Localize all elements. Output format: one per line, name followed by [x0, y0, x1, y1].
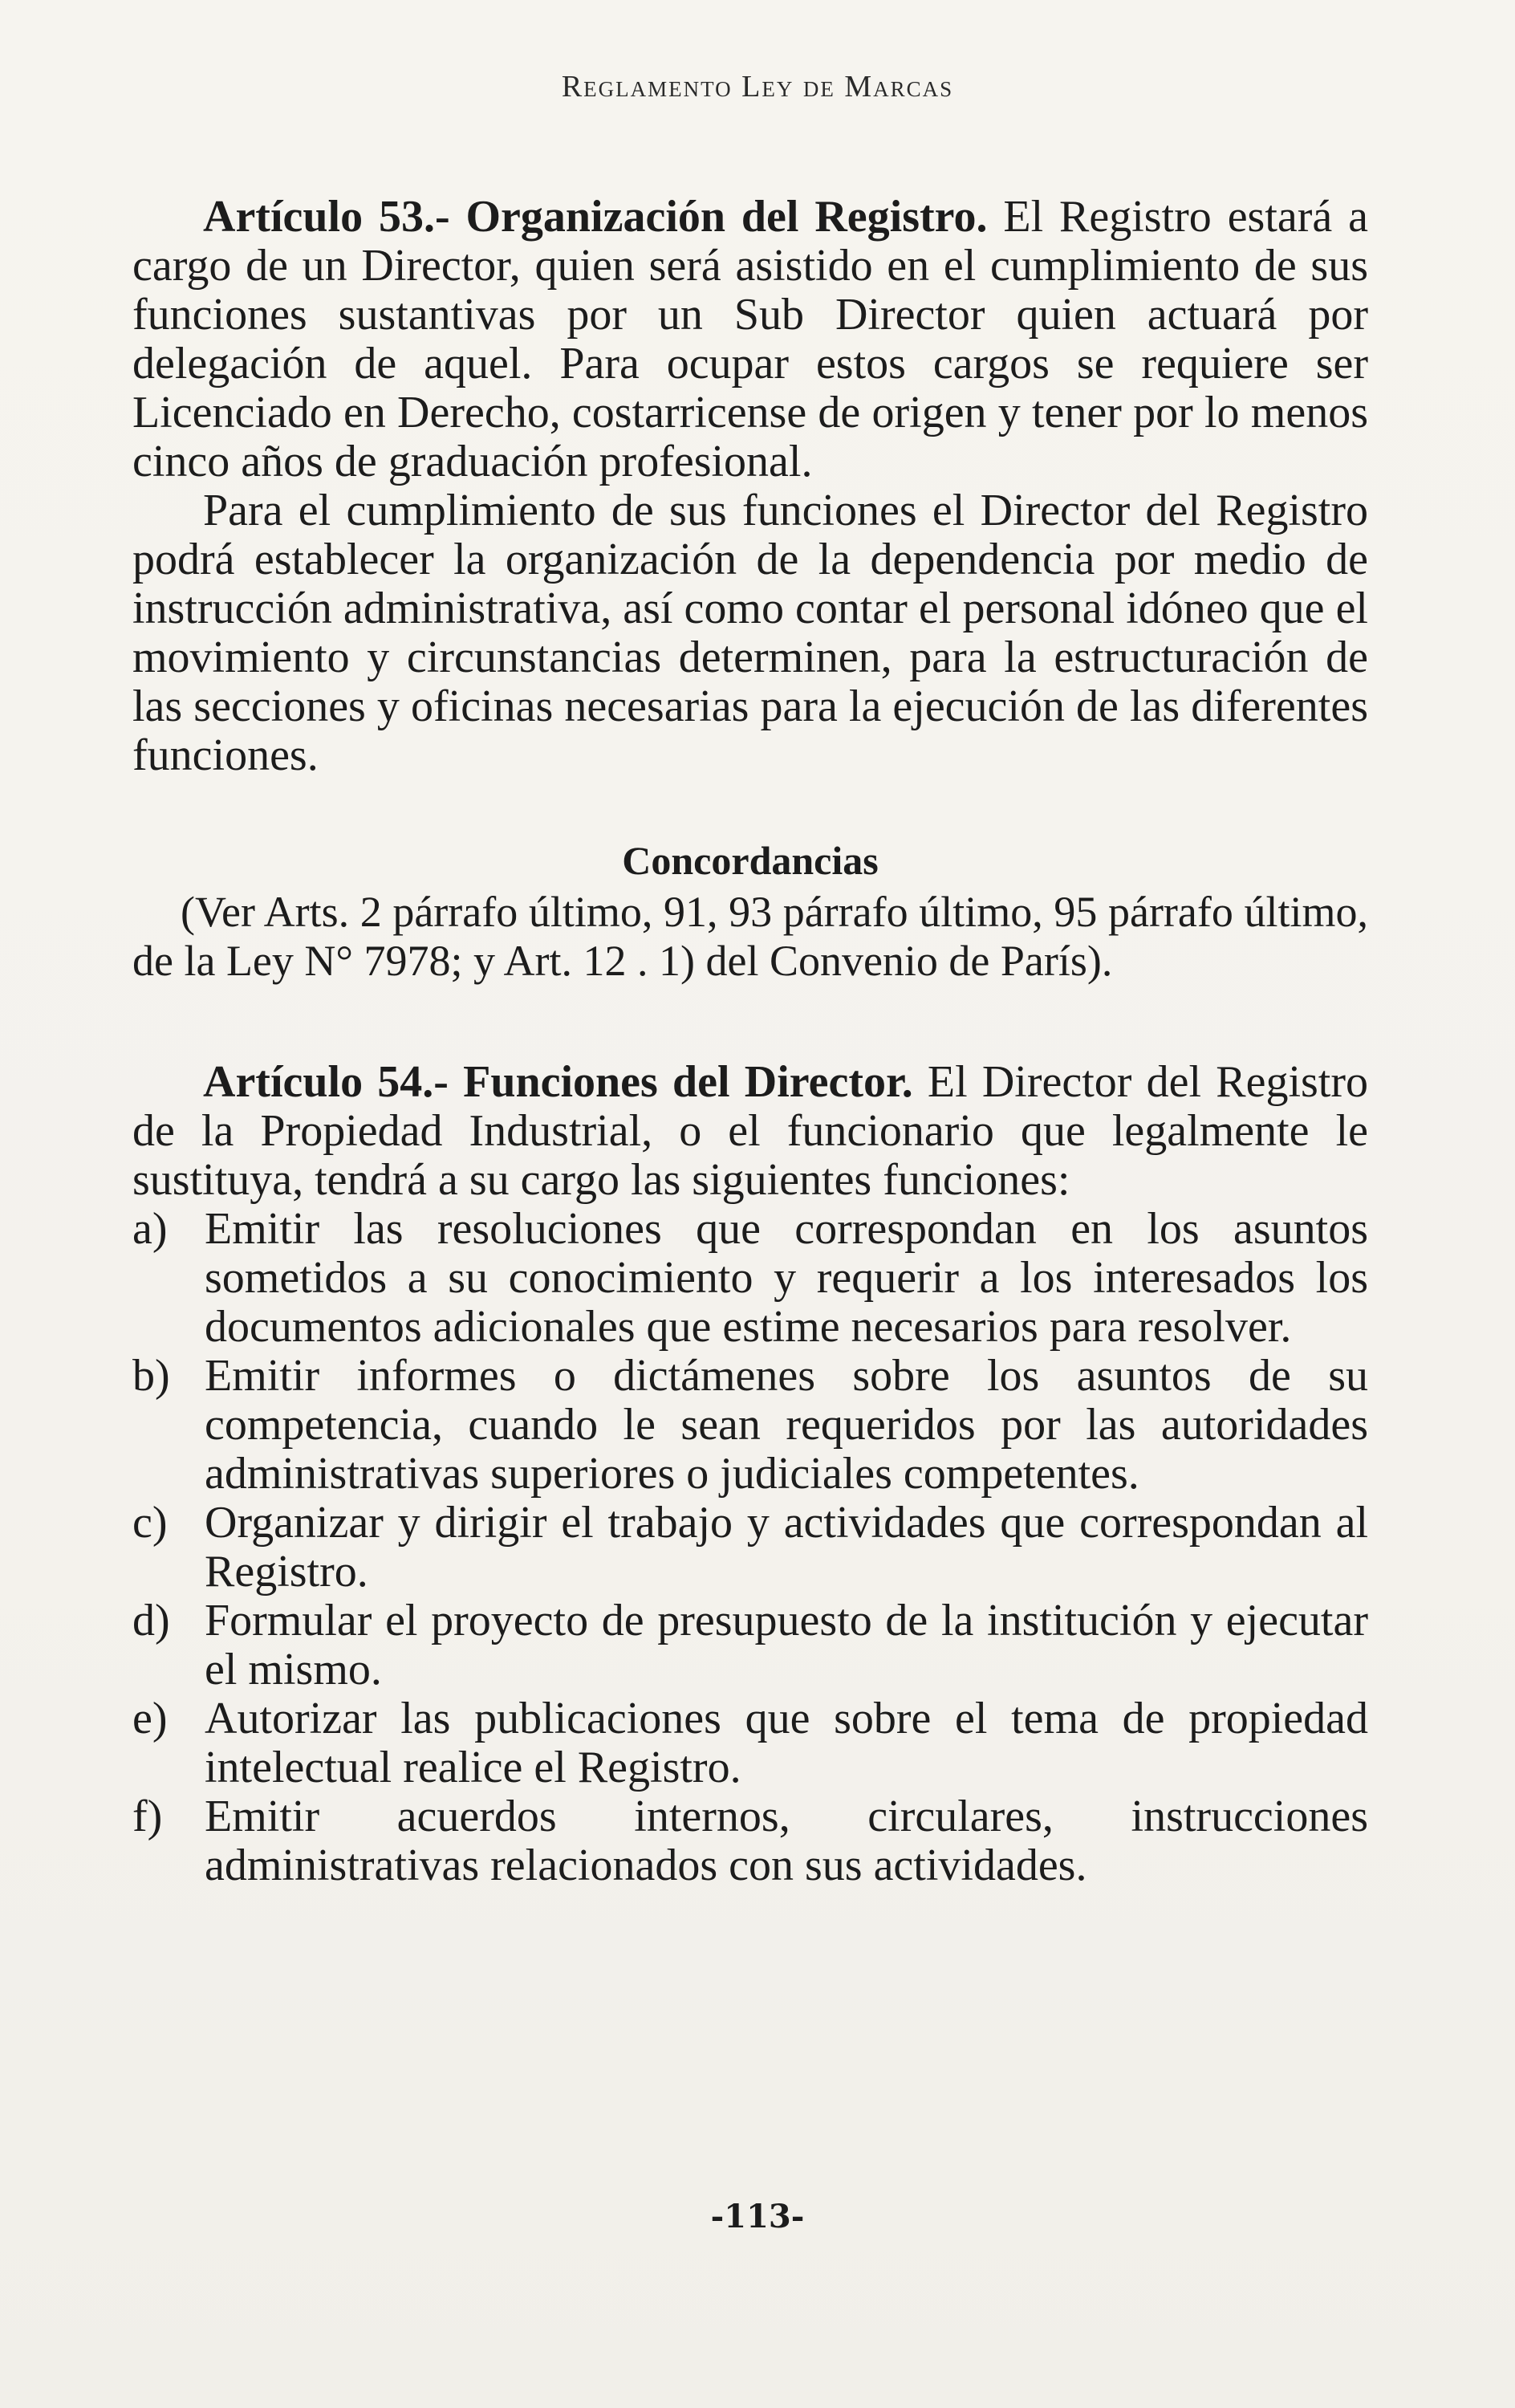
article-53-paragraph-1 — [132, 193, 1368, 486]
article-54-heading: Artículo 54.- Funciones del Director. — [203, 1057, 913, 1107]
article-53-text-1: El Registro estará a cargo de un Director, quien será asistido en el cumplimiento de sus funciones sustantivas por un Sub Director quien actuará por delegación de aquel. Para ocupar estos cargos se requiere ser Licenciado en Derecho, costarricense de origen y tener por lo menos cinco años de graduación profesional. — [132, 192, 1369, 486]
list-item — [132, 1352, 1368, 1499]
list-item-label: d) — [132, 1596, 170, 1645]
list-item-text: Formular el proyecto de presupuesto de la institución y ejecutar el mismo. — [205, 1596, 1368, 1694]
list-item — [132, 1694, 1368, 1792]
list-item-text: Emitir acuerdos internos, circulares, instrucciones administrativas relacionados con sus actividades. — [205, 1792, 1368, 1890]
director-functions-list — [132, 1205, 1368, 1890]
article-54-intro — [132, 1058, 1368, 1205]
running-head: Reglamento Ley de Marcas — [561, 70, 954, 104]
list-item-text: Emitir informes o dictámenes sobre los asuntos de su competencia, cuando le sean requeridos por las autoridades administrativas superiores o judiciales competentes. — [205, 1351, 1368, 1499]
list-item-label: c) — [132, 1498, 168, 1548]
list-item — [132, 1499, 1368, 1597]
page-body — [132, 193, 1368, 1890]
list-item-label: b) — [132, 1351, 170, 1401]
article-54-intro-text: El Director del Registro de la Propiedad Industrial, o el funcionario que legalmente le sustituya, tendrá a su cargo las siguientes funciones: — [132, 1057, 1368, 1205]
article-53-heading: Artículo 53.- Organización del Registro. — [203, 192, 988, 242]
concordancias-title: Concordancias — [622, 838, 879, 883]
concordancias-text: (Ver Arts. 2 párrafo último, 91, 93 párrafo último, 95 párrafo último, de la Ley N° 7978; y Art. 12 . 1) del Convenio de París). — [132, 888, 1368, 985]
list-item-label: e) — [132, 1694, 168, 1743]
list-item-label: a) — [132, 1204, 168, 1254]
list-item — [132, 1792, 1368, 1890]
list-item — [132, 1205, 1368, 1352]
page-number: -113- — [710, 2198, 805, 2235]
list-item-text: Autorizar las publicaciones que sobre el tema de propiedad intelectual realice el Registro. — [205, 1694, 1368, 1792]
list-item — [132, 1597, 1368, 1694]
list-item-text: Emitir las resoluciones que correspondan en los asuntos sometidos a su conocimiento y requerir a los interesados los documentos adicionales que estime necesarios para resolver. — [205, 1204, 1368, 1352]
article-53-paragraph-2: Para el cumplimiento de sus funciones el Director del Registro podrá establecer la organización de la dependencia por medio de instrucción administrativa, así como contar el personal idóneo que el movimiento y circunstancias determinen, para la estructuración de las secciones y oficinas necesarias para la ejecución de las diferentes funciones. — [132, 486, 1368, 780]
list-item-text: Organizar y dirigir el trabajo y actividades que correspondan al Registro. — [205, 1498, 1368, 1597]
list-item-label: f) — [132, 1792, 163, 1841]
